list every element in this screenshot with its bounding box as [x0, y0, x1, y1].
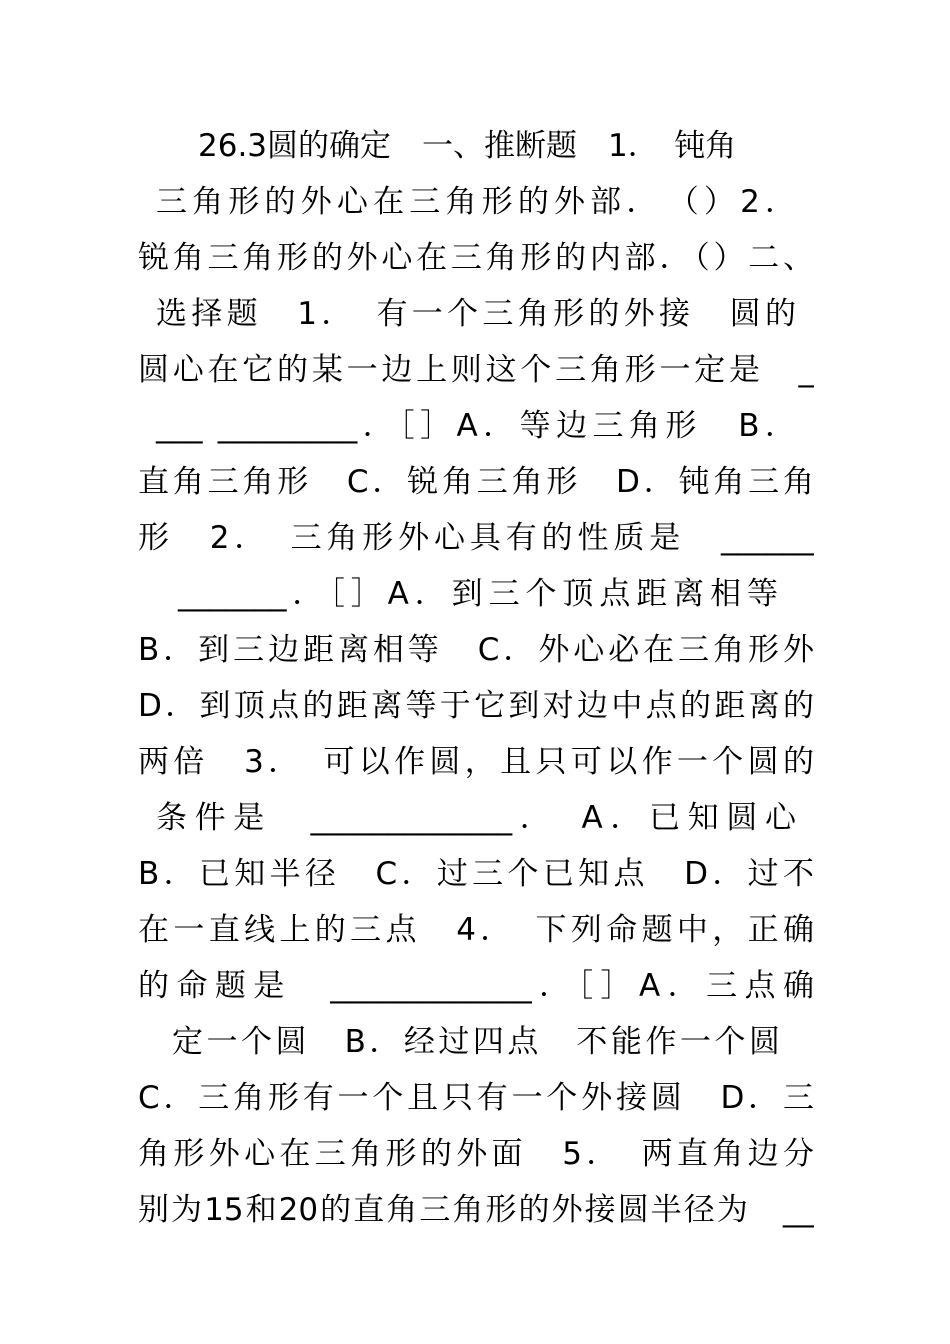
text-line-10: B．到三边距离相等 C．外心必在三角形外 — [138, 632, 814, 668]
text-line-12: 两倍 3． 可以作圆，且只可以作一个圆的 — [138, 744, 814, 780]
text-line-15: 在一直线上的三点 4． 下列命题中，正确 — [138, 912, 814, 948]
text-line-19: 角形外心在三角形的外面 5． 两直角边分 — [138, 1136, 814, 1172]
text-line-11: D．到顶点的距离等于它到对边中点的距离的 — [138, 688, 814, 724]
text-line-14: B．已知半径 C．过三个已知点 D．过不 — [138, 856, 814, 892]
text-line-6: ___ _________．［］A．等边三角形 B． — [156, 408, 796, 444]
text-line-18: C．三角形有一个且只有一个外接圆 D．三 — [138, 1080, 814, 1116]
question-text-block — [138, 118, 814, 1238]
text-line-1: 26.3圆的确定 一、推断题 1． 钝角 — [198, 128, 737, 164]
text-line-4: 选择题 1． 有一个三角形的外接 圆的 — [156, 296, 796, 332]
text-line-7: 直角三角形 C．锐角三角形 D．钝角三角 — [138, 464, 814, 500]
text-line-2: 三角形的外心在三角形的外部． （）2． — [156, 184, 796, 220]
text-line-17: 定一个圆 B．经过四点 不能作一个圆 — [172, 1024, 780, 1060]
text-line-5: 圆心在它的某一边上则这个三角形一定是 _ — [138, 352, 814, 388]
text-line-3: 锐角三角形的外心在三角形的内部．（）二、 — [138, 240, 814, 276]
text-line-13: 条件是 _____________． A．已知圆心 — [156, 800, 796, 836]
text-line-20: 别为15和20的直角三角形的外接圆半径为 __ — [138, 1192, 814, 1228]
text-line-9: _______．［］A．到三个顶点距离相等 — [178, 576, 778, 612]
text-line-8: 形 2． 三角形外心具有的性质是 ______ — [138, 520, 814, 556]
text-line-16: 的命题是 _____________．［］A．三点确 — [138, 968, 814, 1004]
